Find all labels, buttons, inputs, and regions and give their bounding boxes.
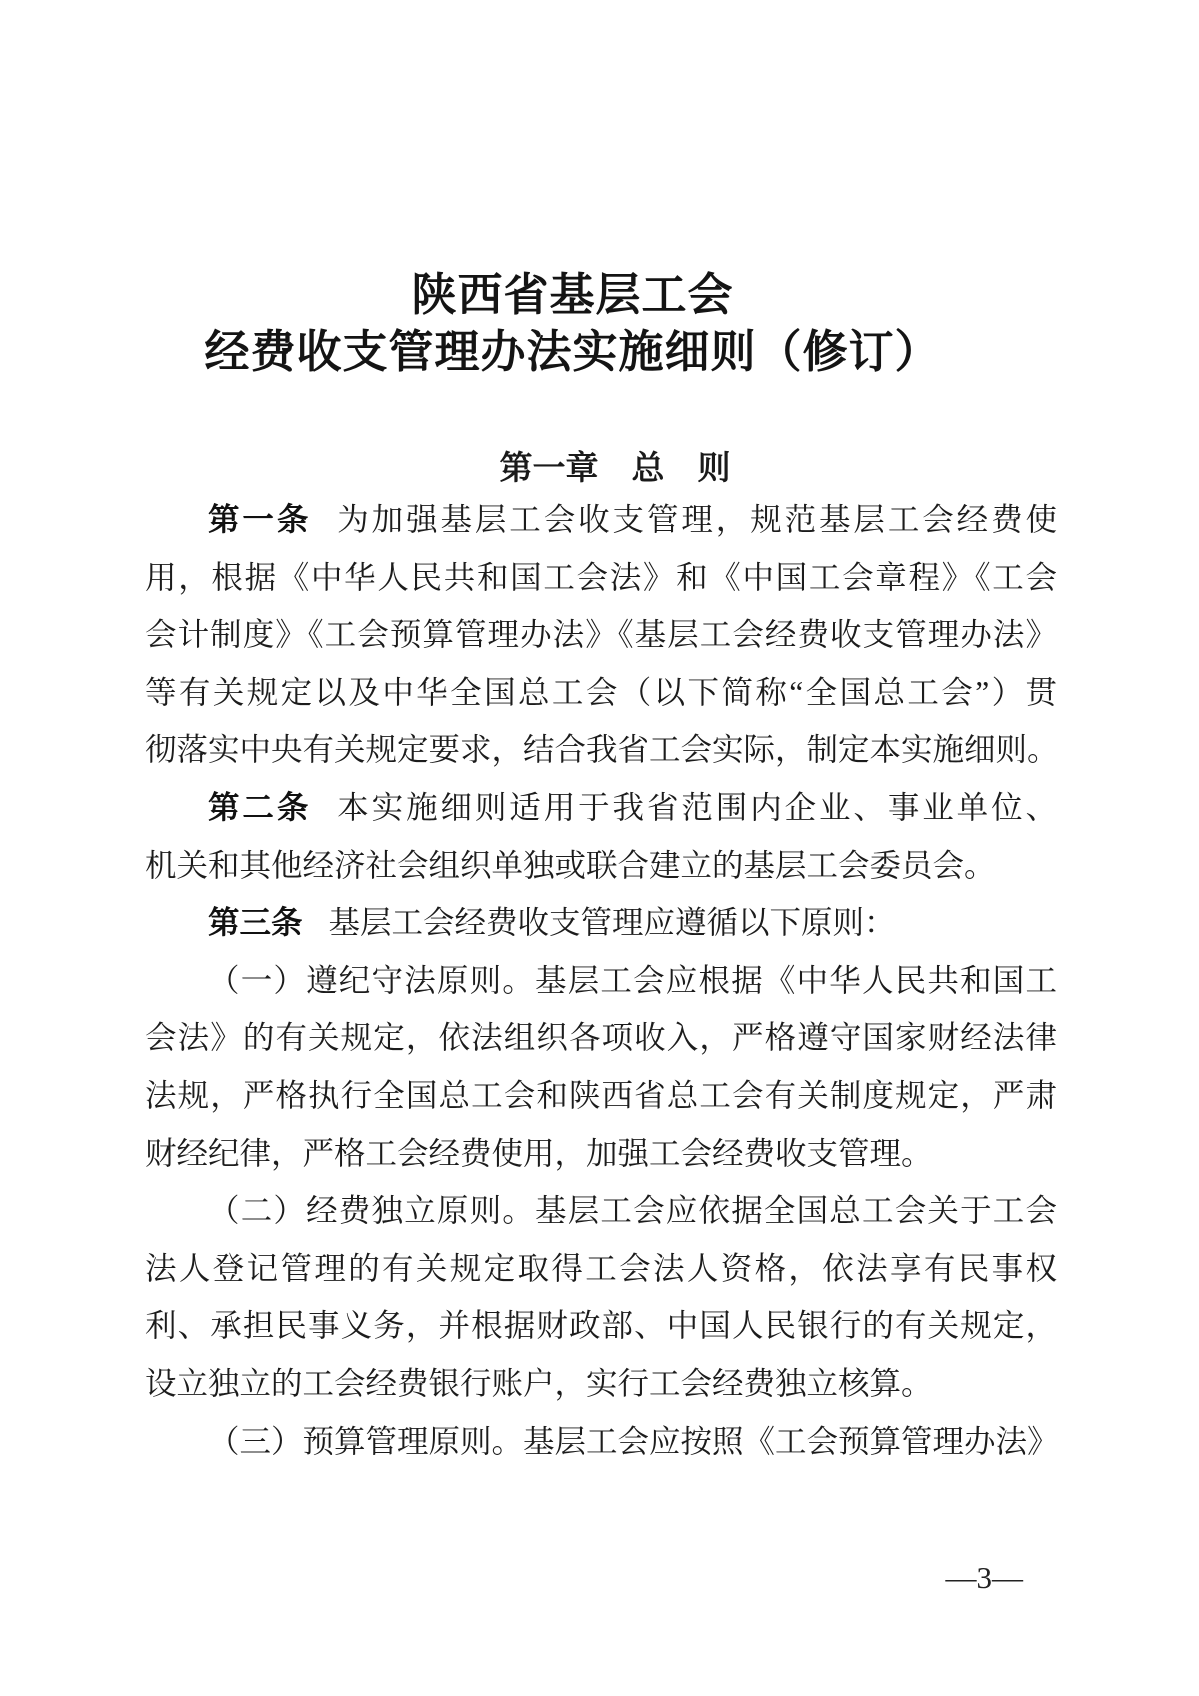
line-text: （三）预算管理原则。基层工会应按照《工会预算管理办法》 [208,1423,1059,1459]
body-line [145,952,1057,1010]
body-line [145,1125,1057,1183]
article-number-label: 第一条 [208,501,312,537]
body-line [145,779,1057,837]
article-number-label: 第三条 [208,904,303,941]
article-number-label: 第二条 [208,788,312,825]
chapter-heading: 第一章 总 则 [499,449,731,486]
body-line [145,1240,1057,1298]
document-body [145,491,1057,1470]
line-text: 利、承担民事义务，并根据财政部、中国人民银行的有关规定， [145,1308,1057,1344]
body-line [145,1009,1057,1067]
body-line [145,606,1057,664]
document-title [0,267,1145,381]
line-text: 本实施细则适用于我省范围内企业、事业单位、 [337,789,1057,825]
line-text: 彻落实中央有关规定要求，结合我省工会实际，制定本实施细则。 [145,732,1059,768]
body-line [145,1182,1057,1240]
page-number: —3— [945,1560,1023,1595]
line-text: 会法》的有关规定，依法组织各项收入，严格遵守国家财经法律 [145,1020,1057,1056]
line-text: 设立独立的工会经费银行账户，实行工会经费独立核算。 [145,1365,933,1401]
line-text: 法人登记管理的有关规定取得工会法人资格，依法享有民事权 [145,1250,1057,1286]
body-line [145,1355,1057,1413]
line-text: 用，根据《中华人民共和国工会法》和《中国工会章程》《工会 [145,559,1057,595]
title-line-2: 经费收支管理办法实施细则（修订） [204,327,941,377]
body-line [145,549,1057,607]
body-line [145,1067,1057,1125]
line-text: 会计制度》《工会预算管理办法》《基层工会经费收支管理办法》 [145,617,1057,653]
line-text: （一）遵纪守法原则。基层工会应根据《中华人民共和国工 [208,962,1057,998]
body-line [145,721,1057,779]
line-text: 财经纪律，严格工会经费使用，加强工会经费收支管理。 [145,1135,933,1171]
line-text: 机关和其他经济社会组织单独或联合建立的基层工会委员会。 [145,847,996,883]
line-text: 等有关规定以及中华全国总工会（以下简称“全国总工会”）贯 [145,674,1057,710]
line-text: （二）经费独立原则。基层工会应依据全国总工会关于工会 [208,1193,1057,1229]
line-text: 法规，严格执行全国总工会和陕西省总工会有关制度规定，严肃 [145,1077,1057,1113]
body-line [145,837,1057,895]
body-line [145,1413,1057,1471]
body-line [145,894,1057,952]
line-text: 基层工会经费收支管理应遵循以下原则： [328,905,896,941]
line-text: 为加强基层工会收支管理，规范基层工会经费使 [337,502,1057,537]
title-line-1: 陕西省基层工会 [411,270,734,320]
body-line [145,1297,1057,1355]
body-line [145,491,1057,549]
body-line [145,664,1057,722]
